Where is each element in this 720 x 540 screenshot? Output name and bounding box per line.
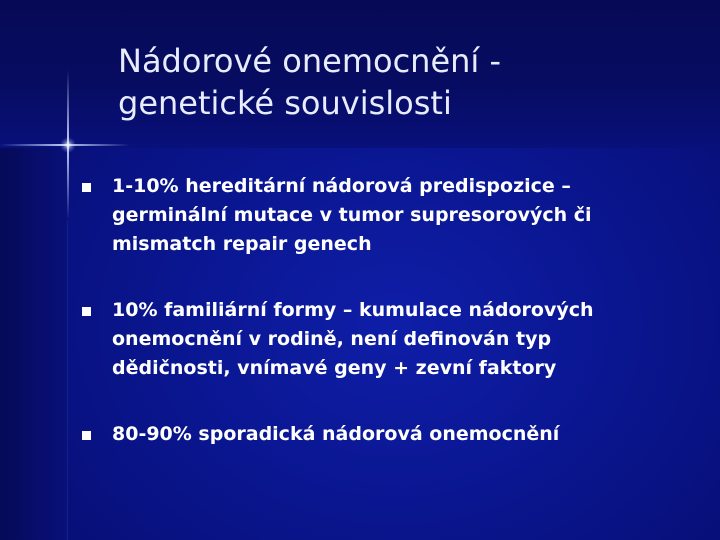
left-band [0,148,68,540]
bullet-list [82,172,682,486]
bullet-line: 10% familiární formy – kumulace nádorových [112,299,594,321]
sparkle-icon [60,137,76,153]
bullet-line: dědičnosti, vnímavé geny + zevní faktory [112,357,557,379]
slide-title-line-2: genetické souvislosti [118,84,452,122]
bullet-item [82,296,682,383]
bullet-line: 80-90% sporadická nádorová onemocnění [112,423,560,445]
bullet-line: mismatch repair genech [112,233,372,255]
slide-title-line-1: Nádorové onemocnění - [118,42,502,80]
bullet-line: germinální mutace v tumor supresorových či [112,204,592,226]
bullet-item [82,420,682,449]
left-divider-line [67,220,68,540]
slide-title [118,40,698,124]
bullet-text [112,296,682,383]
bullet-text [112,420,682,449]
square-bullet-icon [82,183,91,192]
bullet-line: 1-10% hereditární nádorová predispozice – [112,175,571,197]
square-bullet-icon [82,307,91,316]
bullet-item [82,172,682,259]
square-bullet-icon [82,431,91,440]
bullet-line: onemocnění v rodině, není definován typ [112,328,552,350]
bullet-text [112,172,682,259]
